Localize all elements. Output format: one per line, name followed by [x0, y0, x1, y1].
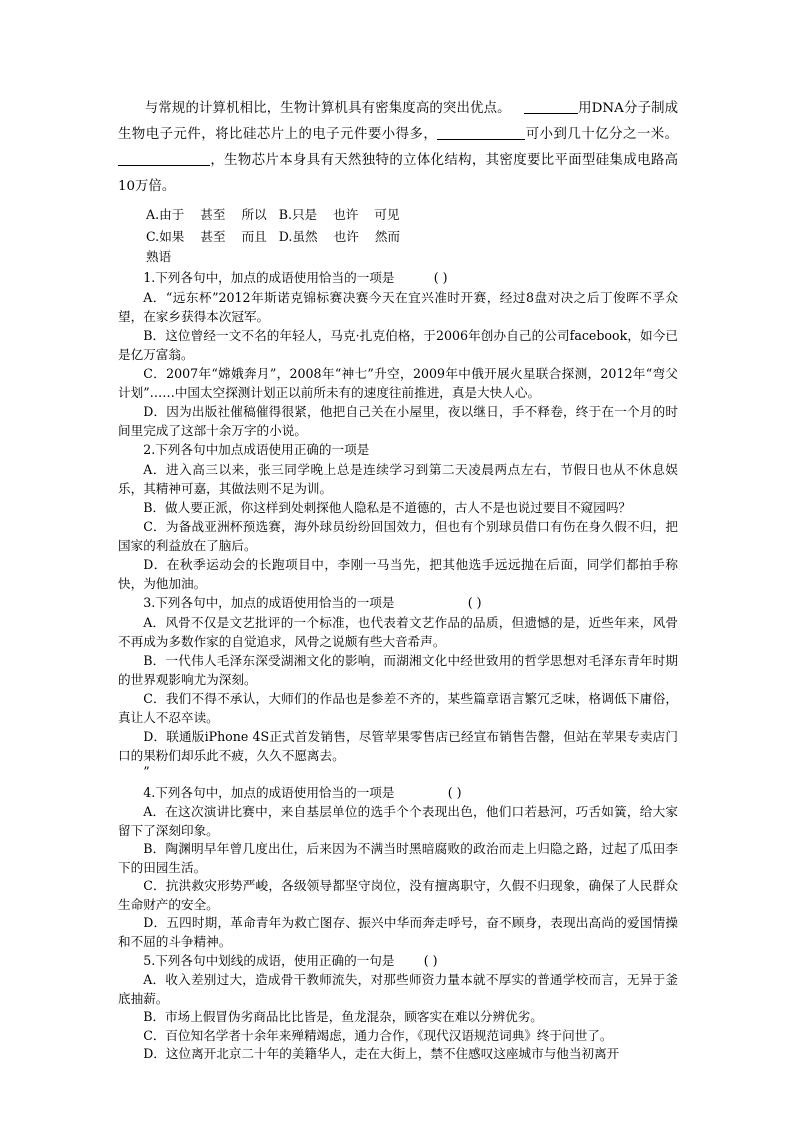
blank-3	[118, 151, 210, 166]
option-d: D．因为出版社催稿催得很紧，他把自己关在小屋里，夜以继日，手不释卷，终于在一个月的时间里完成了这部十余万字的小说。	[118, 404, 678, 438]
option-b: B．陶渊明早年曾几度出仕，后来因为不满当时黑暗腐败的政治而走上归隐之路，过起了瓜田李下的田园生活。	[118, 841, 678, 875]
option-a: A．收入差别过大，造成骨干教师流失，对那些师资力量本就不厚实的普通学校而言，无异于釜底抽薪。	[118, 972, 678, 1006]
question-1	[118, 268, 678, 440]
answer-parentheses: ( )	[423, 953, 438, 968]
option-b: B．这位曾经一文不名的年轻人，马克·扎克伯格，于2006年创办自己的公司facebook，如今已是亿万富翁。	[118, 328, 678, 362]
passage-options-row-2: C.如果 甚至 而且 D.虽然 也许 然而	[146, 229, 401, 244]
question-title	[118, 268, 678, 288]
question-5	[118, 951, 678, 1064]
question-3	[118, 593, 678, 779]
answer-parentheses: ( )	[447, 785, 462, 800]
option-c: C．为备战亚洲杯预选赛，海外球员纷纷回国效力，但也有个别球员借口有伤在身久假不归，把国家的利益放在了脑后。	[118, 519, 678, 553]
question-4	[118, 783, 678, 951]
blank-1	[524, 99, 578, 114]
section-title: 熟语	[146, 249, 172, 264]
question-title	[118, 440, 678, 460]
option-c: C．我们不得不承认，大师们的作品也是参差不齐的，某些篇章语言繁冗乏味，格调低下庸俗，真让人不忍卒读。	[118, 691, 678, 725]
option-d: D．联通版iPhone 4S正式首发销售，尽管苹果零售店已经宣布销售告罄，但站在苹果专卖店门口的果粉们却乐此不疲，久久不愿离去。	[118, 729, 678, 763]
passage-part-1: 与常规的计算机相比，生物计算机具有密集度高的突出优点。	[144, 101, 511, 116]
blank-2	[437, 125, 525, 140]
passage-paragraph	[118, 96, 678, 200]
question-title-text: 2.下列各句中加点成语使用正确的一项是	[143, 442, 370, 457]
option-b: B．市场上假冒伪劣商品比比皆是，鱼龙混杂，顾客实在难以分辨优劣。	[143, 1009, 543, 1024]
question-2	[118, 440, 678, 593]
passage-part-4: ，生物芯片本身具有天然独特的立体化结构，其密度要比平面型硅集成电路高10万倍。	[118, 153, 678, 194]
option-c: C．2007年“嫦娥奔月”，2008年“神七”升空，2009年中俄开展火星联合探测，2012年“弯父计划”……中国太空探测计划正以前所未有的速度往前推进，真是大快人心。	[118, 366, 678, 400]
option-a: A．在这次演讲比赛中，来自基层单位的选手个个表现出色，他们口若悬河，巧舌如簧，给大家留下了深刻印象。	[118, 804, 678, 838]
option-b: B．一代伟人毛泽东深受湖湘文化的影响，而湖湘文化中经世致用的哲学思想对毛泽东青年时期的世界观影响尤为深刻。	[118, 653, 678, 687]
passage-part-3: 可小到几十亿分之一米。	[525, 127, 679, 142]
option-c: C．抗洪救灾形势严峻，各级领导都坚守岗位，没有擅离职守，久假不归现象，确保了人民群众生命财产的安全。	[118, 878, 678, 912]
question-title	[118, 593, 678, 613]
question-title-text: 5.下列各句中划线的成语，使用正确的一句是	[143, 953, 395, 968]
option-a: A．风骨不仅是文艺批评的一个标准，也代表着文艺作品的品质，但遗憾的是，近些年来，风骨不再成为多数作家的自觉追求，风骨之说颇有些大音希声。	[118, 615, 678, 649]
question-title	[118, 951, 678, 971]
question-title	[118, 783, 678, 803]
question-title-text: 4.下列各句中，加点的成语使用恰当的一项是	[143, 785, 395, 800]
option-c: C．百位知名学者十余年来殚精竭虑，通力合作，《现代汉语规范词典》终于问世了。	[143, 1027, 613, 1043]
passage-part-2: 用DNA分子制成生物电子元件，将比硅芯片上的电子元件要小得多，	[118, 101, 679, 142]
question-title-text: 3.下列各句中，加点的成语使用恰当的一项是	[143, 595, 395, 610]
answer-parentheses: ( )	[467, 595, 482, 610]
option-d: D．五四时期，革命青年为救亡图存、振兴中华而奔走呼号，奋不顾身，表现出高尚的爱国情操和不屈的斗争精神。	[118, 915, 678, 949]
option-b: B．做人要正派，你这样到处刺探他人隐私是不道德的，古人不是也说过要目不窥园吗？	[143, 500, 632, 515]
answer-parentheses: ( )	[433, 270, 448, 285]
document-page	[118, 96, 678, 1064]
question-title-text: 1.下列各句中，加点的成语使用恰当的一项是	[143, 270, 395, 285]
option-a: A．进入高三以来，张三同学晚上总是连续学习到第二天凌晨两点左右，节假日也从不休息娱乐，其精神可嘉，其做法则不足为训。	[118, 462, 678, 496]
option-a: A．“远东杯”2012年斯诺克锦标赛决赛今天在宜兴准时开赛，经过8盘对决之后丁俊晖不孚众望，在家乡获得本次冠军。	[118, 290, 678, 324]
trailing-quote: ”	[143, 764, 150, 779]
option-d: D．在秋季运动会的长跑项目中，李刚一马当先，把其他选手远远抛在后面，同学们都拍手称快，为他加油。	[118, 557, 678, 591]
passage-options-row-1: A.由于 甚至 所以 B.只是 也许 可见	[146, 207, 400, 222]
option-d: D．这位离开北京二十年的美籍华人，走在大街上，禁不住感叹这座城市与他当初离开	[143, 1046, 620, 1061]
